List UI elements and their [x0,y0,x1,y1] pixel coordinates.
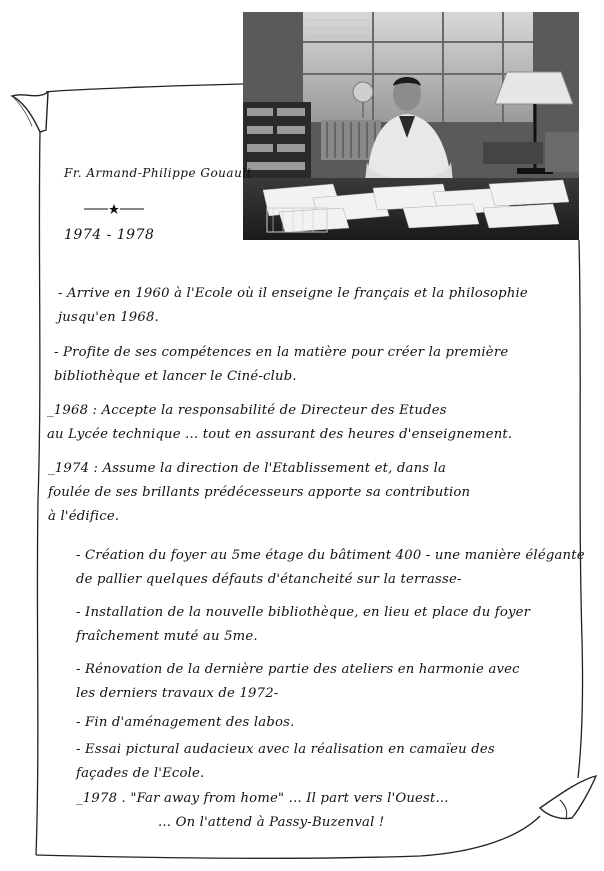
paragraph-7 [76,658,596,706]
paragraph-line: jusqu'en 1968. [58,310,159,325]
paragraph-1 [58,282,578,330]
paragraph-line: fraîchement muté au 5me. [76,629,258,644]
separator-star-icon [84,204,144,214]
paragraph-line: - Arrive en 1960 à l'Ecole où il enseigne le français et la philosophie [58,286,528,301]
paragraph-line: - Rénovation de la dernière partie des ateliers en harmonie avec [76,662,520,677]
paragraph-line: _1974 : Assume la direction de l'Etablissement et, dans la [48,461,447,476]
paragraph-line: - Création du foyer au 5me étage du bâtiment 400 - une manière élégante [76,548,585,563]
paragraph-line: - Profite de ses compétences en la matière pour créer la première [54,345,509,360]
paragraph-4 [48,457,568,529]
person-name: Fr. Armand-Philippe Gouault [64,166,252,180]
tenure-years: 1974 - 1978 [64,227,155,243]
paragraph-3 [47,399,567,447]
paragraph-line: ... On l'attend à Passy-Buzenval ! [158,815,385,830]
paragraph-line: _1968 : Accepte la responsabilité de Directeur des Etudes [47,403,447,418]
paragraph-line: _1978 . "Far away from home" ... Il part vers l'Ouest... [76,791,449,806]
paragraph-9 [76,738,596,786]
paragraph-5 [76,544,596,592]
paragraph-8 [76,711,596,735]
paragraph-line: - Fin d'aménagement des labos. [76,715,295,730]
paragraph-6 [76,601,596,649]
paragraph-2 [54,341,574,389]
portrait-photo [243,12,579,240]
paragraph-line: au Lycée technique ... tout en assurant des heures d'enseignement. [47,427,513,442]
paragraph-line: de pallier quelques défauts d'étancheité sur la terrasse- [76,572,462,587]
paragraph-line: - Installation de la nouvelle bibliothèque, en lieu et place du foyer [76,605,531,620]
paragraph-line: foulée de ses brillants prédécesseurs apporte sa contribution [48,485,471,500]
paragraph-line: bibliothèque et lancer le Ciné-club. [54,369,297,384]
paragraph-10 [76,787,596,835]
paragraph-line: - Essai pictural audacieux avec la réalisation en camaïeu des [76,742,495,757]
paragraph-line: à l'édifice. [48,509,120,524]
paragraph-line: façades de l'Ecole. [76,766,205,781]
paragraph-line: les derniers travaux de 1972- [76,686,279,701]
